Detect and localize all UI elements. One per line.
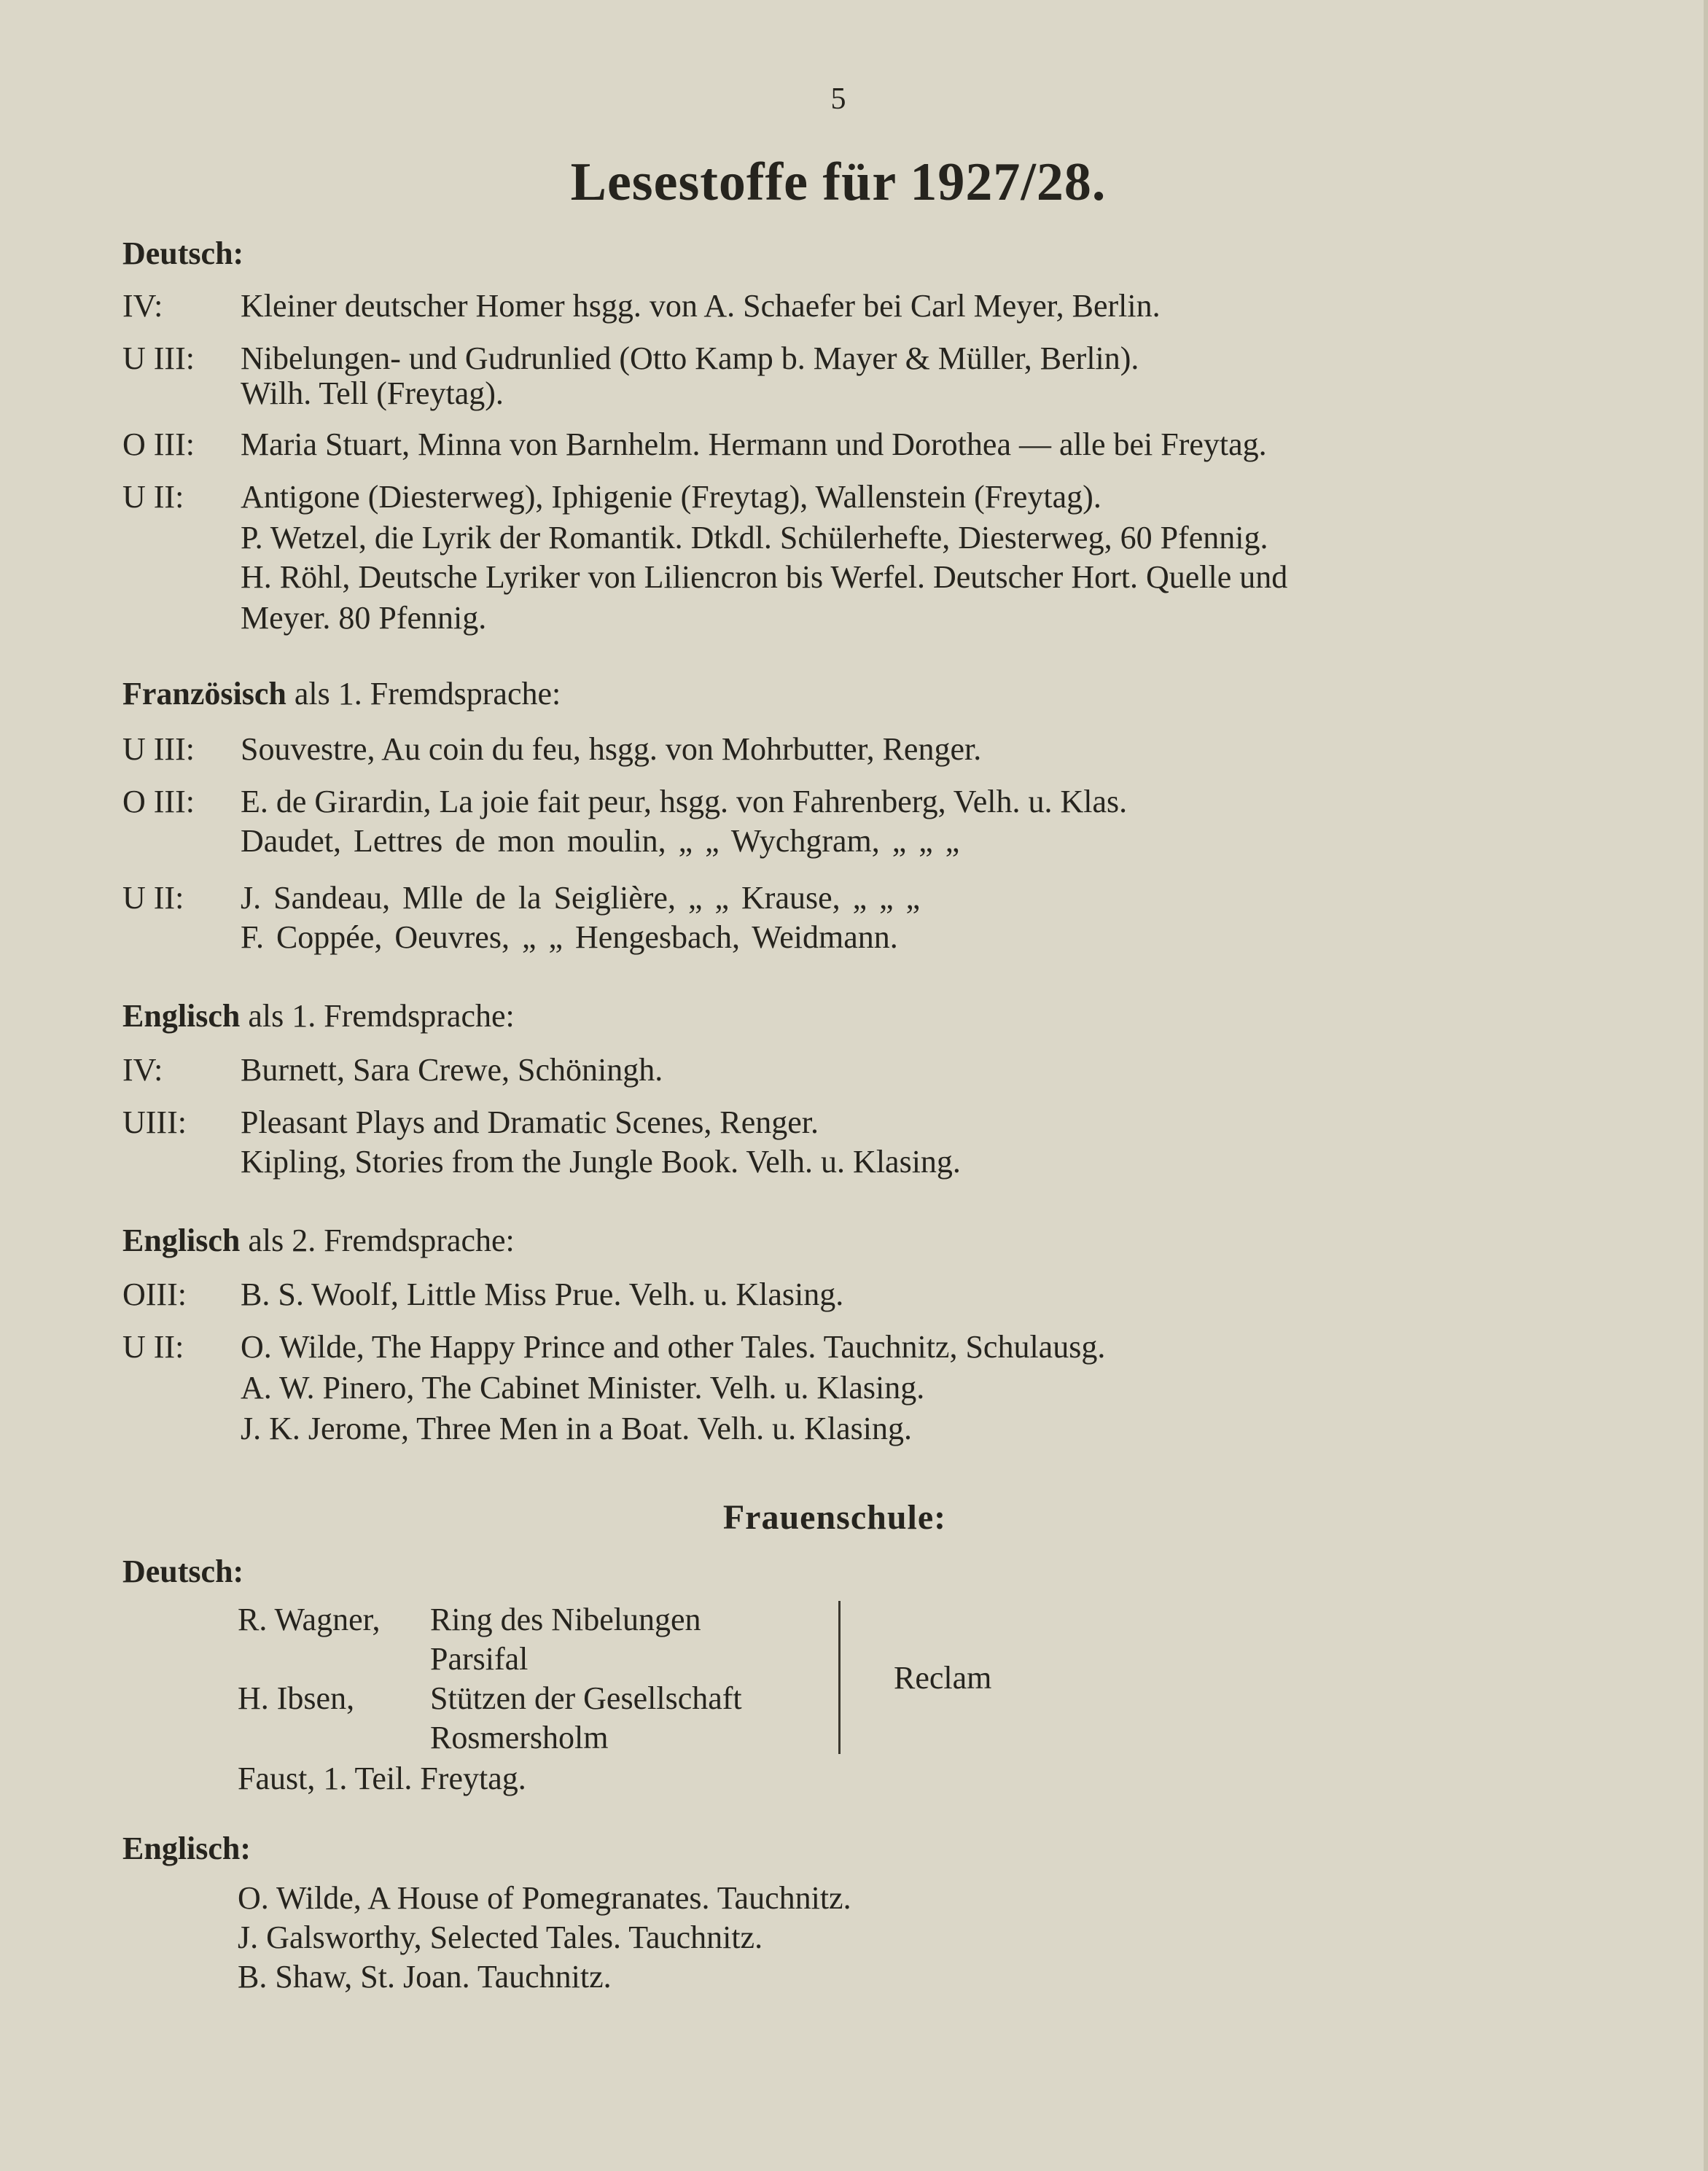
- work-title: Parsifal: [430, 1641, 529, 1677]
- work-title: Ring des Nibelungen: [430, 1602, 701, 1637]
- publisher-label: Reclam: [894, 1660, 992, 1696]
- grade-label: O III:: [122, 784, 195, 819]
- reading-line: Daudet, Lettres de mon moulin, „ „ Wychgram, „ „ „: [241, 823, 960, 859]
- author-name: R. Wagner,: [238, 1602, 381, 1637]
- reading-line: Antigone (Diesterweg), Iphigenie (Freytag), Wallenstein (Freytag).: [241, 479, 1101, 515]
- reading-line: H. Röhl, Deutsche Lyriker von Liliencron bis Werfel. Deutscher Hort. Quelle und: [241, 559, 1288, 595]
- reading-line: Maria Stuart, Minna von Barnhelm. Hermann und Dorothea — alle bei Freytag.: [241, 426, 1267, 462]
- reading-line: O. Wilde, The Happy Prince and other Tales. Tauchnitz, Schulausg.: [241, 1329, 1106, 1365]
- reading-line: O. Wilde, A House of Pomegranates. Tauchnitz.: [238, 1880, 851, 1916]
- reading-line: B. Shaw, St. Joan. Tauchnitz.: [238, 1959, 612, 1995]
- reading-line: Burnett, Sara Crewe, Schöningh.: [241, 1052, 663, 1088]
- work-title: Rosmersholm: [430, 1720, 609, 1755]
- grade-label: U III:: [122, 731, 195, 767]
- reading-line: Pleasant Plays and Dramatic Scenes, Renger.: [241, 1104, 819, 1140]
- section-heading-franzoesisch: Französisch als 1. Fremdsprache:: [122, 676, 561, 712]
- grouping-bracket: [838, 1601, 849, 1754]
- reading-line: Wilh. Tell (Freytag).: [241, 375, 504, 411]
- grade-label: OIII:: [122, 1277, 187, 1312]
- frauenschule-title: Frauenschule:: [722, 1498, 947, 1537]
- page-number: 5: [830, 82, 846, 116]
- section-heading-englisch-1: Englisch als 1. Fremdsprache:: [122, 998, 515, 1034]
- grade-label: U II:: [122, 1329, 184, 1365]
- reading-line: A. W. Pinero, The Cabinet Minister. Velh. u. Klasing.: [241, 1370, 925, 1406]
- grade-label: IV:: [122, 1052, 163, 1088]
- author-name: H. Ibsen,: [238, 1680, 355, 1716]
- section-heading-englisch-2: Englisch als 2. Fremdsprache:: [122, 1223, 515, 1258]
- reading-line: Kleiner deutscher Homer hsgg. von A. Schaefer bei Carl Meyer, Berlin.: [241, 288, 1161, 324]
- grade-label: U III:: [122, 340, 195, 376]
- reading-line: Nibelungen- und Gudrunlied (Otto Kamp b. Mayer & Müller, Berlin).: [241, 340, 1139, 376]
- frauenschule-heading-deutsch: Deutsch:: [122, 1554, 244, 1589]
- reading-line: J. Sandeau, Mlle de la Seiglière, „ „ Krause, „ „ „: [241, 880, 921, 916]
- page-title: Lesestoffe für 1927/28.: [570, 152, 1107, 212]
- reading-line: Faust, 1. Teil. Freytag.: [238, 1761, 526, 1796]
- frauenschule-heading-englisch: Englisch:: [122, 1831, 251, 1866]
- reading-line: F. Coppée, Oeuvres, „ „ Hengesbach, Weidmann.: [241, 919, 898, 955]
- grade-label: IV:: [122, 288, 163, 324]
- grade-label: U II:: [122, 479, 184, 515]
- reading-line: Kipling, Stories from the Jungle Book. Velh. u. Klasing.: [241, 1144, 961, 1180]
- grade-label: UIII:: [122, 1104, 187, 1140]
- reading-line: Meyer. 80 Pfennig.: [241, 600, 487, 636]
- work-title: Stützen der Gesellschaft: [430, 1680, 742, 1716]
- page-fold-edge: [1704, 0, 1708, 2171]
- reading-line: Souvestre, Au coin du feu, hsgg. von Mohrbutter, Renger.: [241, 731, 982, 767]
- grade-label: U II:: [122, 880, 184, 916]
- reading-line: E. de Girardin, La joie fait peur, hsgg. von Fahrenberg, Velh. u. Klas.: [241, 784, 1128, 819]
- grade-label: O III:: [122, 426, 195, 462]
- reading-line: J. K. Jerome, Three Men in a Boat. Velh. u. Klasing.: [241, 1411, 912, 1446]
- reading-line: B. S. Woolf, Little Miss Prue. Velh. u. Klasing.: [241, 1277, 844, 1312]
- reading-line: J. Galsworthy, Selected Tales. Tauchnitz.: [238, 1919, 763, 1955]
- section-heading-deutsch: Deutsch:: [122, 235, 244, 271]
- reading-line: P. Wetzel, die Lyrik der Romantik. Dtkdl. Schülerhefte, Diesterweg, 60 Pfennig.: [241, 520, 1268, 556]
